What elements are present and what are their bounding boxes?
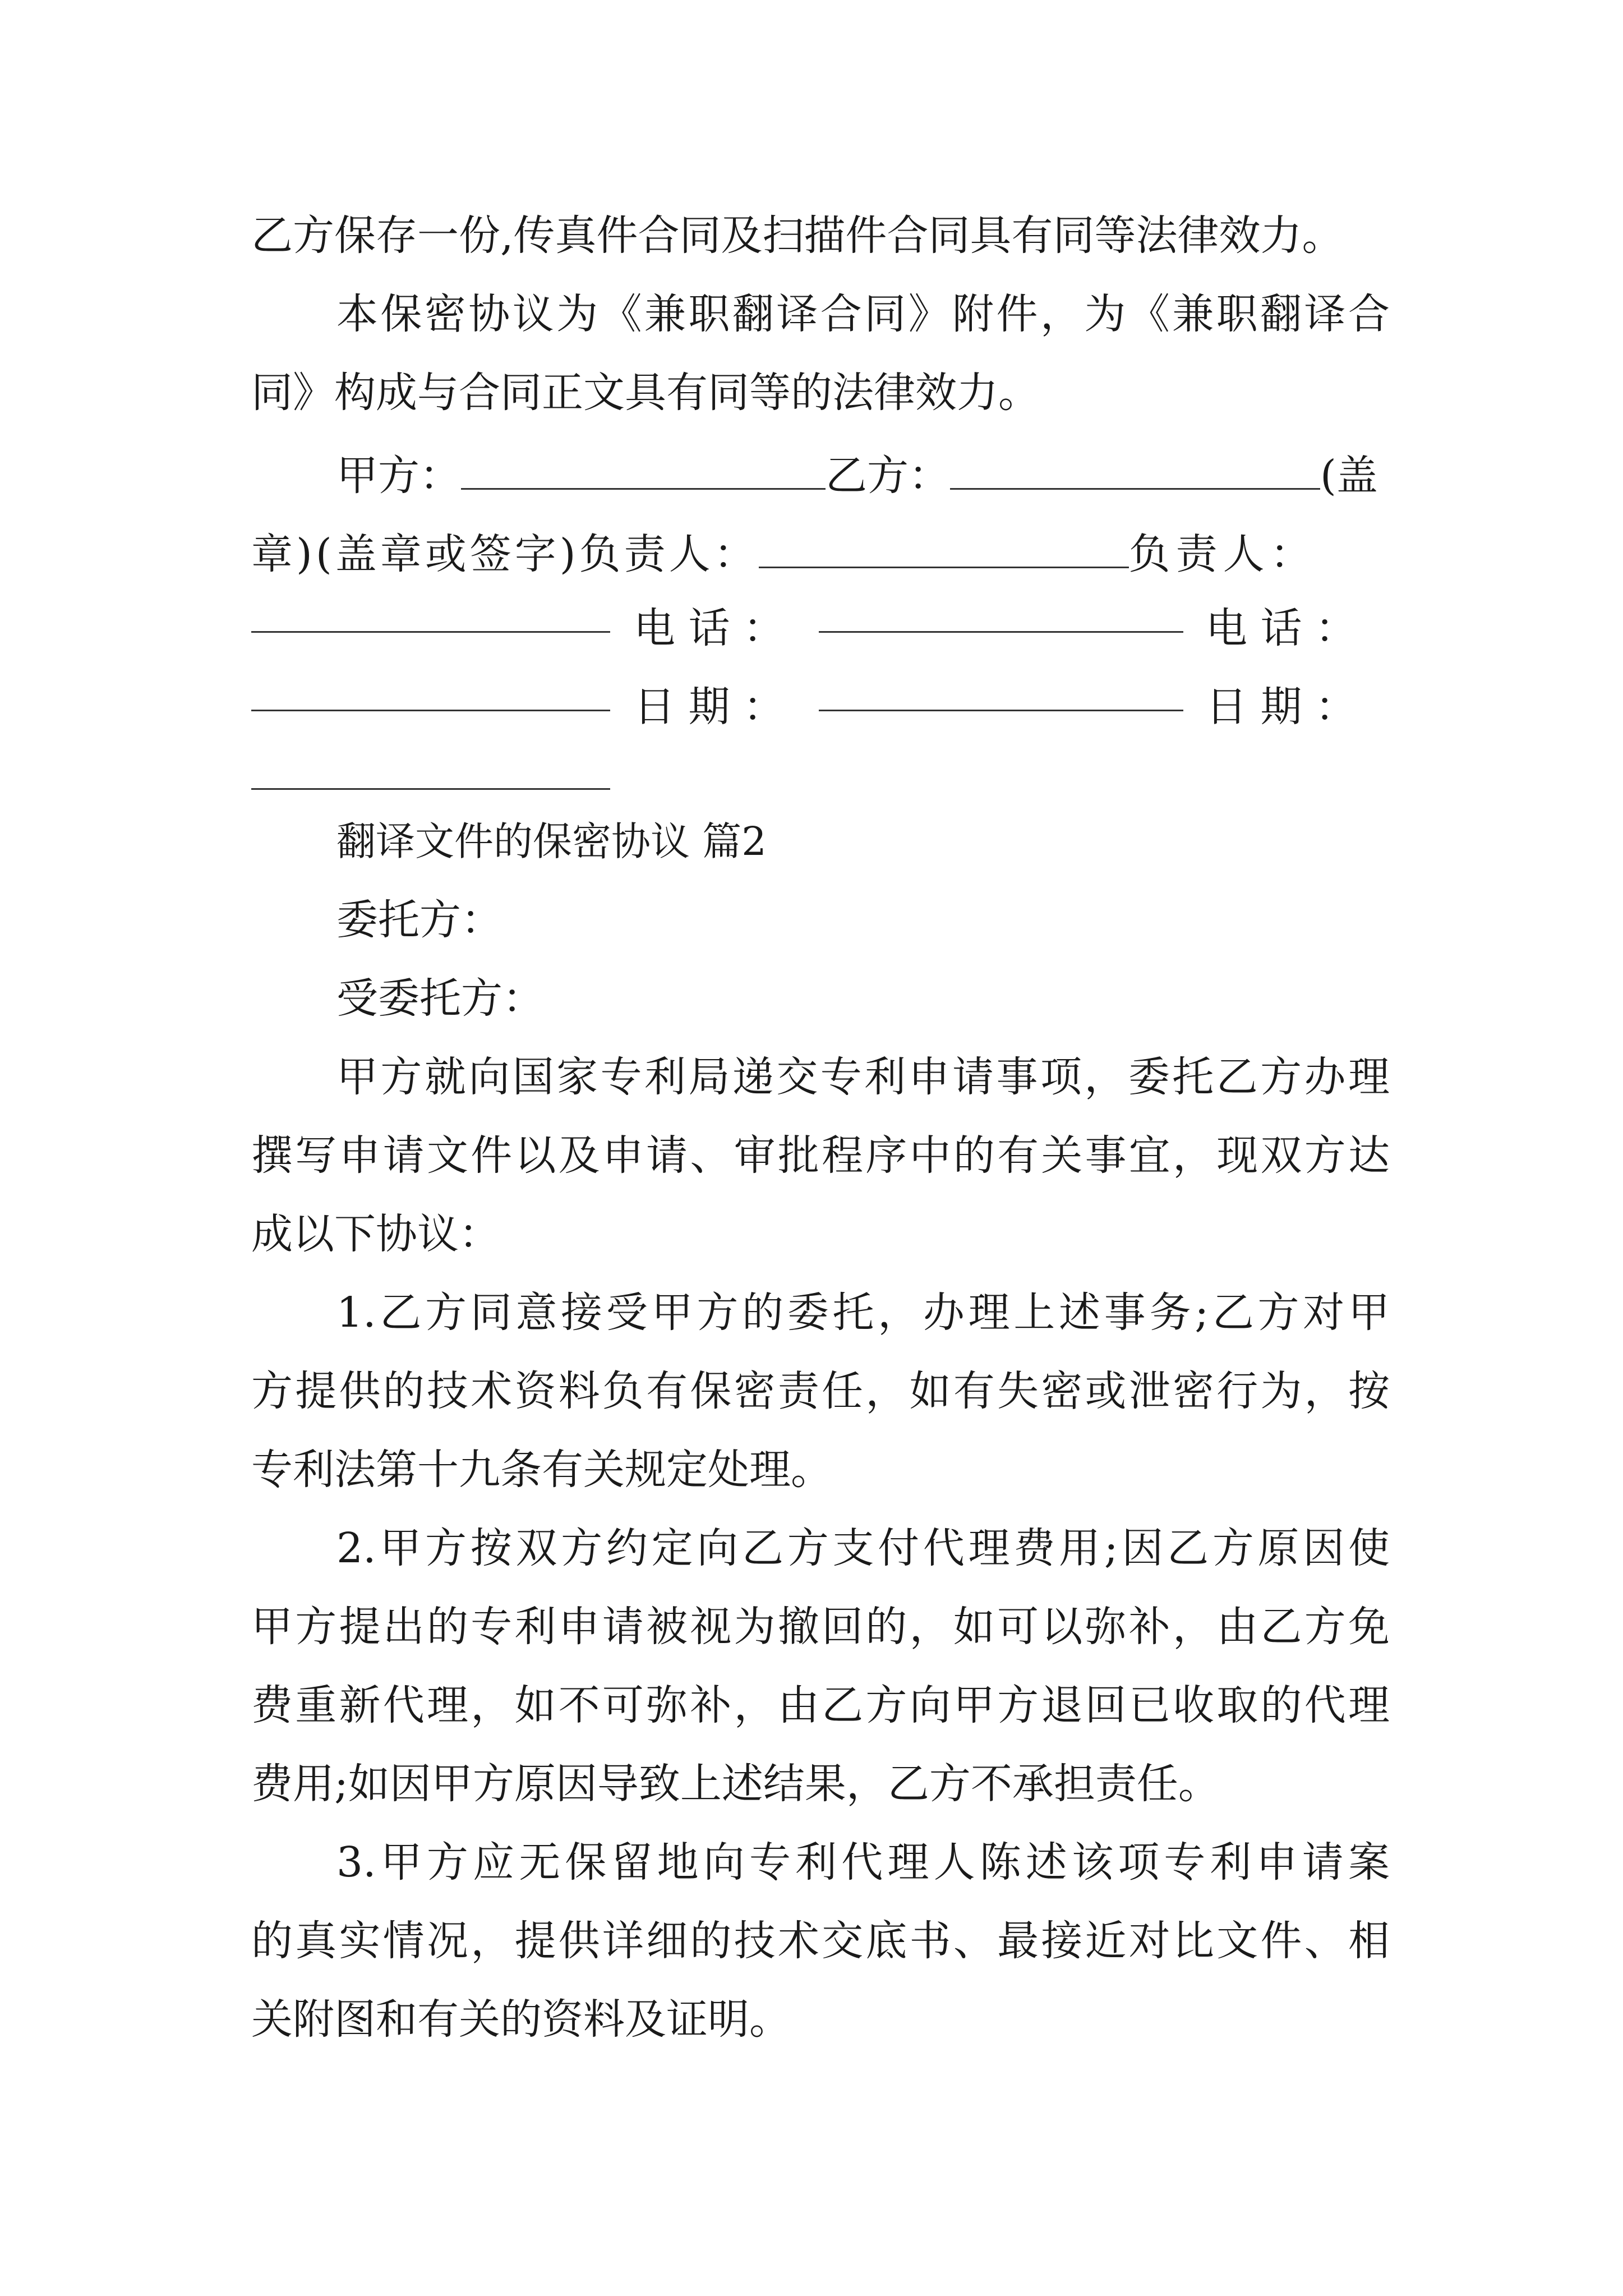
text-line: 甲方提出的专利申请被视为撤回的，如可以弥补，由乙方免 xyxy=(251,1603,1390,1651)
party-b-label: 乙方： xyxy=(826,452,950,499)
seal-open: (盖 xyxy=(1320,452,1378,499)
party-b-blank xyxy=(950,443,1320,490)
text-line: 3.甲方应无保留地向专利代理人陈述该项专利申请案 xyxy=(336,1838,1390,1887)
text-line: 2.甲方按双方约定向乙方支付代理费用;因乙方原因使 xyxy=(336,1524,1390,1572)
signature-row-parties xyxy=(336,443,1390,499)
phone-b-blank xyxy=(251,710,610,711)
text-line: 本保密协议为《兼职翻译合同》附件，为《兼职翻译合 xyxy=(336,290,1390,338)
text-line: 的真实情况，提供详细的技术交底书、最接近对比文件、相 xyxy=(251,1917,1390,1965)
seal-text: 章)(盖章或签字)负责人： xyxy=(251,530,759,578)
date-a-blank xyxy=(819,710,1183,711)
date-label-a: 日 期 ： xyxy=(634,683,785,731)
text-line: 费重新代理，如不可弥补，由乙方向甲方退回已收取的代理 xyxy=(251,1681,1390,1729)
responsible-b-blank xyxy=(251,631,610,633)
phone-label-a: 电 话 ： xyxy=(634,604,785,652)
text-line: 专利法第十九条有关规定处理。 xyxy=(251,1446,832,1494)
text-line: 同》构成与合同正文具有同等的法律效力。 xyxy=(251,369,1040,417)
date-b-blank xyxy=(251,788,610,790)
text-line: 1.乙方同意接受甲方的委托，办理上述事务;乙方对甲 xyxy=(336,1289,1390,1337)
client-label: 委托方： xyxy=(336,896,502,944)
party-a-label: 甲方： xyxy=(336,452,461,499)
text-line: 甲方就向国家专利局递交专利申请事项，委托乙方办理 xyxy=(336,1053,1390,1101)
text-line: 关附图和有关的资料及证明。 xyxy=(251,1995,791,2044)
text-line: 费用;如因甲方原因导致上述结果，乙方不承担责任。 xyxy=(251,1760,1220,1808)
date-label-b: 日 期 ： xyxy=(1206,683,1357,731)
text-line: 乙方保存一份,传真件合同及扫描件合同具有同等法律效力。 xyxy=(251,211,1344,260)
responsible-blank xyxy=(759,522,1129,568)
text-line: 成以下协议： xyxy=(251,1210,500,1258)
signature-row-responsible xyxy=(251,522,1390,578)
section-title: 翻译文件的保密协议 篇2 xyxy=(336,818,767,864)
text-line: 撰写申请文件以及申请、审批程序中的有关事宜，现双方达 xyxy=(251,1131,1390,1180)
party-a-blank xyxy=(461,443,826,490)
text-line: 方提供的技术资料负有保密责任，如有失密或泄密行为，按 xyxy=(251,1367,1390,1415)
responsible-label: 负责人： xyxy=(1128,530,1317,578)
agent-label: 受委托方： xyxy=(336,974,544,1023)
phone-label-b: 电 话 ： xyxy=(1206,604,1357,652)
phone-a-blank xyxy=(819,631,1183,633)
